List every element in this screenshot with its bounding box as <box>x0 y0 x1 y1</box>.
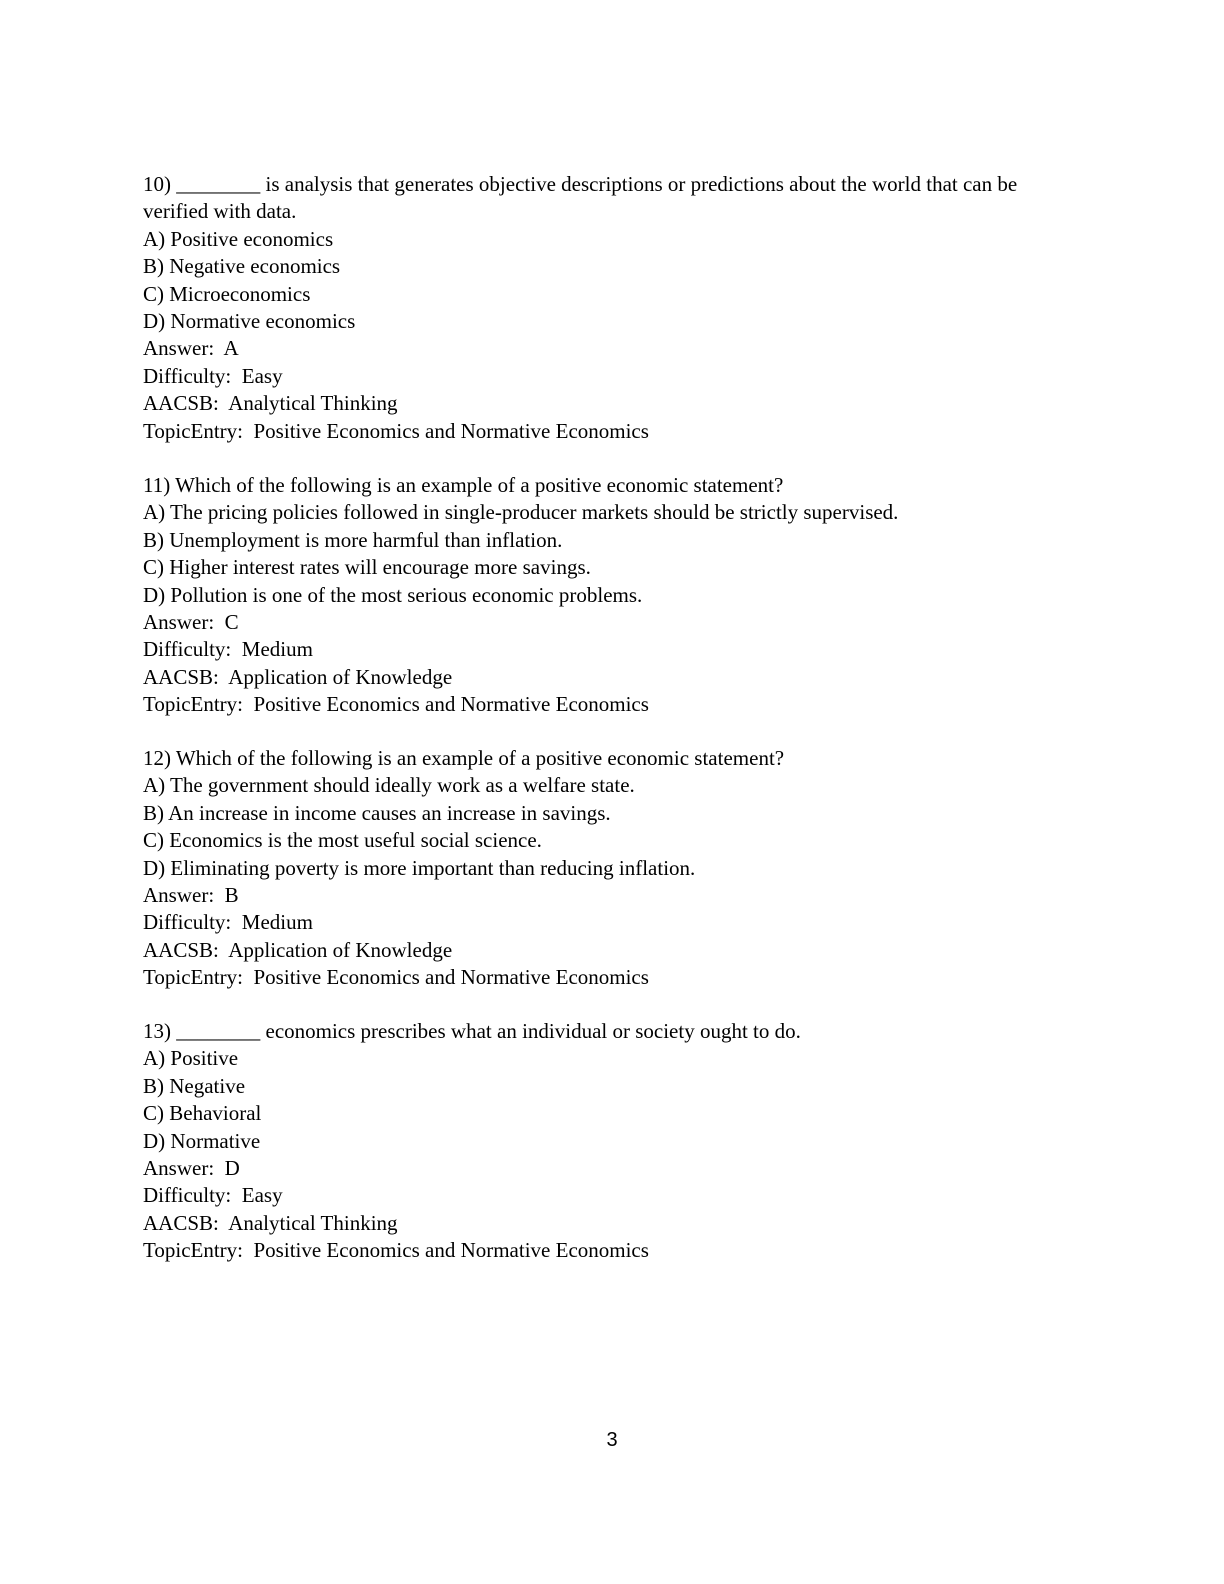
option-c: C) Microeconomics <box>143 281 311 306</box>
option-a: A) The pricing policies followed in single-producer markets should be strictly supervised. <box>143 500 899 525</box>
answer-line: Answer: C <box>143 610 239 635</box>
question-block-12 <box>143 745 1083 992</box>
option-c: C) Higher interest rates will encourage more savings. <box>143 555 591 580</box>
question-stem: 10) ________ is analysis that generates objective descriptions or predictions about the world that can be verified with data. <box>143 172 1023 224</box>
aacsb-line: AACSB: Analytical Thinking <box>143 1210 398 1235</box>
answer-line: Answer: A <box>143 336 239 361</box>
option-c: C) Economics is the most useful social science. <box>143 828 542 853</box>
difficulty-line: Difficulty: Easy <box>143 1183 283 1208</box>
question-stem: 12) Which of the following is an example of a positive economic statement? <box>143 746 785 770</box>
topic-line: TopicEntry: Positive Economics and Normative Economics <box>143 692 649 717</box>
option-d: D) Normative economics <box>143 309 356 334</box>
option-d: D) Normative <box>143 1128 261 1153</box>
option-a: A) Positive <box>143 1046 239 1071</box>
answer-line: Answer: D <box>143 1156 240 1181</box>
page-number: 3 <box>606 1429 618 1451</box>
option-b: B) Negative economics <box>143 254 341 279</box>
question-block-11 <box>143 472 1083 719</box>
option-a: A) Positive economics <box>143 226 334 251</box>
option-b: B) An increase in income causes an increase in savings. <box>143 800 611 825</box>
difficulty-line: Difficulty: Medium <box>143 910 313 935</box>
difficulty-line: Difficulty: Medium <box>143 637 313 662</box>
question-stem: 13) ________ economics prescribes what an individual or society ought to do. <box>143 1019 801 1043</box>
topic-line: TopicEntry: Positive Economics and Normative Economics <box>143 418 649 443</box>
option-b: B) Negative <box>143 1073 246 1098</box>
question-block-10 <box>143 171 1083 445</box>
difficulty-line: Difficulty: Easy <box>143 363 283 388</box>
aacsb-line: AACSB: Application of Knowledge <box>143 937 453 962</box>
aacsb-line: AACSB: Analytical Thinking <box>143 391 398 416</box>
option-a: A) The government should ideally work as a welfare state. <box>143 773 635 798</box>
aacsb-line: AACSB: Application of Knowledge <box>143 664 453 689</box>
option-d: D) Pollution is one of the most serious economic problems. <box>143 582 643 607</box>
option-b: B) Unemployment is more harmful than inflation. <box>143 527 563 552</box>
topic-line: TopicEntry: Positive Economics and Normative Economics <box>143 1238 649 1263</box>
question-stem: 11) Which of the following is an example of a positive economic statement? <box>143 473 784 497</box>
question-block-13 <box>143 1018 1083 1265</box>
option-d: D) Eliminating poverty is more important than reducing inflation. <box>143 855 696 880</box>
answer-line: Answer: B <box>143 883 239 908</box>
option-c: C) Behavioral <box>143 1101 262 1126</box>
topic-line: TopicEntry: Positive Economics and Normative Economics <box>143 965 649 990</box>
